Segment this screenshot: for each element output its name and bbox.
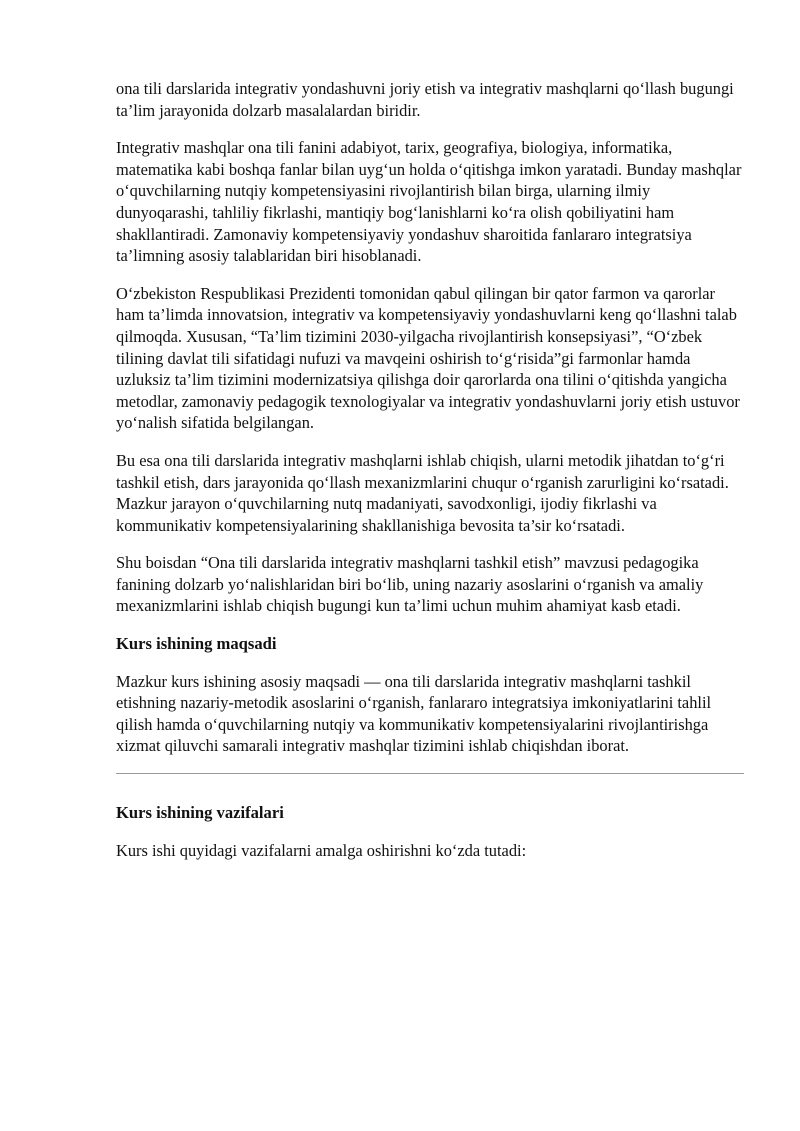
paragraph-integrative-exercises: Integrativ mashqlar ona tili fanini adabiyot, tarix, geografiya, biologiya, informatika, matematika kabi boshqa fanlar bilan uyg‘un holda o‘qitishga imkon yaratadi. Bunday mashqlar o‘quvchilarning nutqiy kompetensiyasini rivojlantirish bilan birga, ularning ilmiy dunyoqarashi, tahliliy fikrlashi, mantiqiy bog‘lanishlarni ko‘ra olish qobiliyatini ham shakllantiradi. Zamonaviy kompetensiyaviy yondashuv sharoitida fanlararo integratsiya ta’limning asosiy talablaridan biri hisoblanadi. bbox=[116, 138, 742, 266]
paragraph-relevance: Shu boisdan “Ona tili darslarida integrativ mashqlarni tashkil etish” mavzusi pedagogika fanining dolzarb yo‘nalishlaridan biri bo‘lib, uning nazariy asoslarini o‘rganish va amaliy mexanizmlarini ishlab chiqish bugungi kun ta’limi uchun muhim ahamiyat kasb etadi. bbox=[116, 553, 704, 616]
heading-tasks: Kurs ishining vazifalari bbox=[116, 803, 284, 823]
paragraph-tasks: Kurs ishi quyidagi vazifalarni amalga oshirishni ko‘zda tutadi: bbox=[116, 840, 527, 860]
paragraph-intro: ona tili darslarida integrativ yondashuvni joriy etish va integrativ mashqlarni qo‘llash bugungi ta’lim jarayonida dolzarb masalalardan biridir. bbox=[116, 79, 734, 120]
heading-goal: Kurs ishining maqsadi bbox=[116, 634, 277, 654]
document-page bbox=[116, 78, 744, 877]
horizontal-divider bbox=[116, 773, 744, 774]
paragraph-goal: Mazkur kurs ishining asosiy maqsadi — ona tili darslarida integrativ mashqlarni tashkil etishning nazariy-metodik asoslarini o‘rganish, fanlararo integratsiya imkoniyatlarini tahlil qilish hamda o‘quvchilarning nutqiy va kommunikativ kompetensiyalarini rivojlantirishga xizmat qiluvchi samarali integrativ mashqlar tizimini ishlab chiqishdan iborat. bbox=[116, 671, 712, 756]
paragraph-decrees: O‘zbekiston Respublikasi Prezidenti tomonidan qabul qilingan bir qator farmon va qarorlar ham ta’limda innovatsion, integrativ va kompetensiyaviy yondashuvlarni keng qo‘llashni talab qilmoqda. Xususan, “Ta’lim tizimini 2030-yilgacha rivojlantirish konsepsiyasi”, “O‘zbek tilining davlat tili sifatidagi nufuzi va mavqeini oshirish to‘g‘risida”gi farmonlar hamda uzluksiz ta’lim tizimini modernizatsiya qilishga doir qarorlarda ona tilini o‘qitishda yangicha metodlar, zamonaviy pedagogik texnologiyalar va integrativ yondashuvlarni joriy etish ustuvor yo‘nalish sifatida belgilangan. bbox=[116, 283, 740, 433]
paragraph-necessity: Bu esa ona tili darslarida integrativ mashqlarni ishlab chiqish, ularni metodik jihatdan to‘g‘ri tashkil etish, dars jarayonida qo‘llash mexanizmlarini chuqur o‘rganish zarurligini ko‘rsatadi. Mazkur jarayon o‘quvchilarning nutq madaniyati, savodxonligi, ijodiy fikrlashi va kommunikativ kompetensiyalarining shakllanishiga bevosita ta’sir ko‘rsatadi. bbox=[116, 450, 729, 535]
